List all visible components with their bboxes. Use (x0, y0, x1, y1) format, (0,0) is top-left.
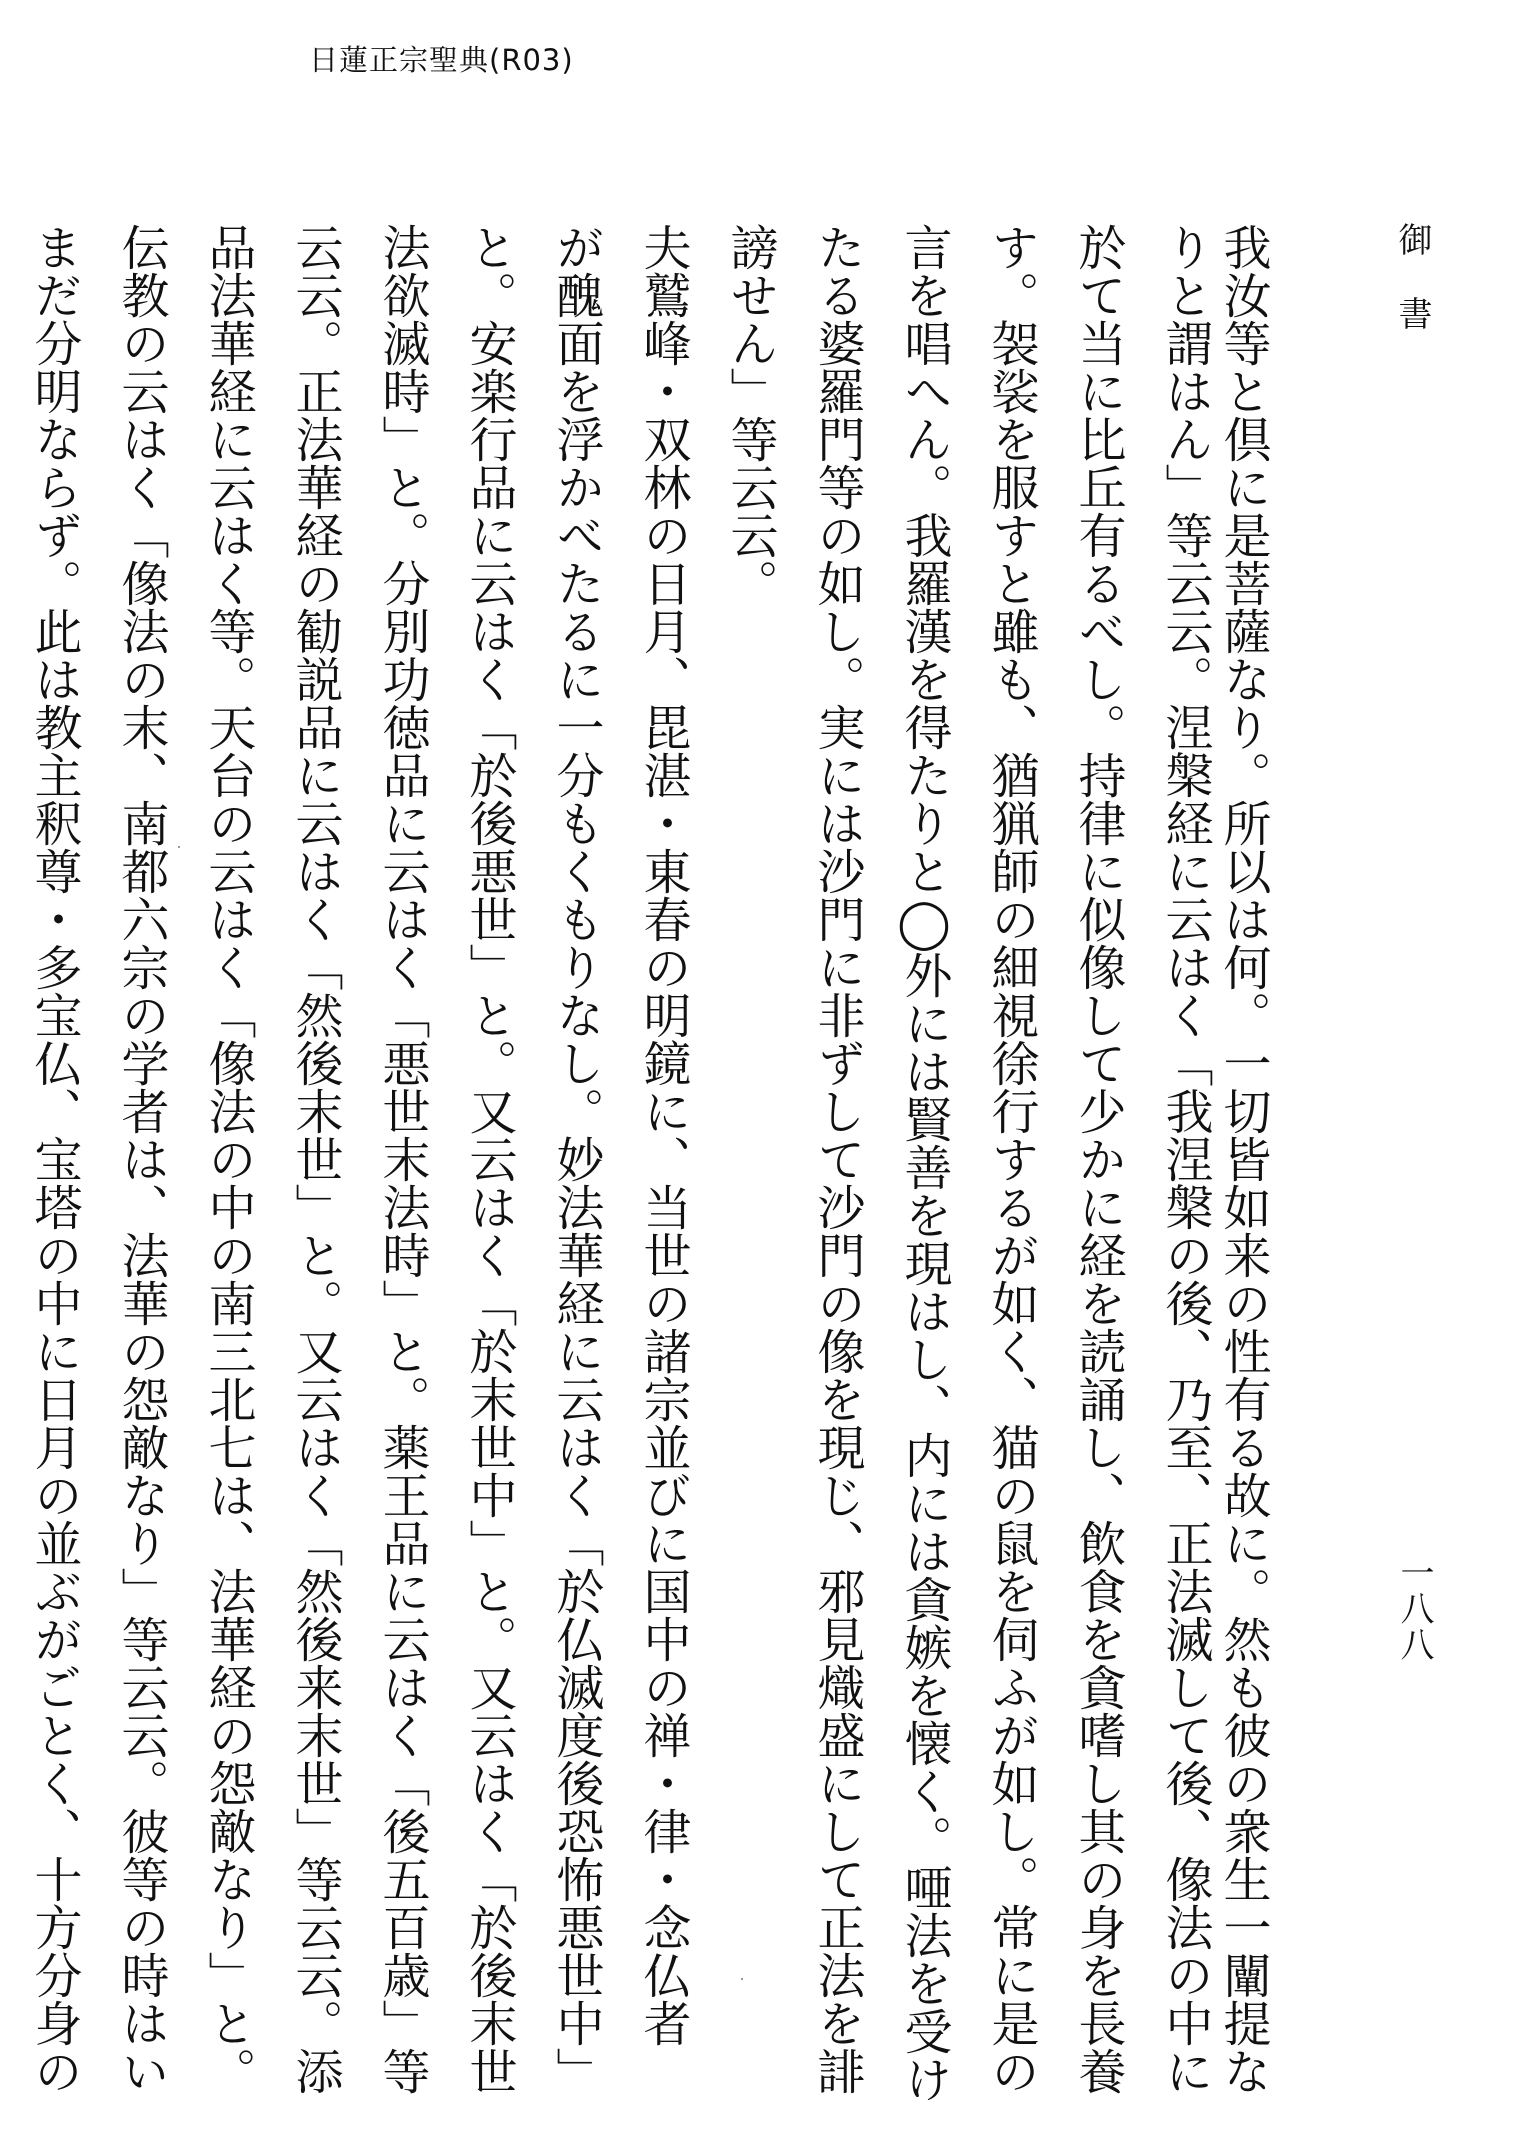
text-column: 謗せん」等云云。 (722, 223, 778, 607)
text-column: たる婆羅門等の如し。実には沙門に非ずして沙門の像を現じ、邪見熾盛にして正法を誹 (809, 223, 865, 2095)
running-title: 御書 (1392, 222, 1432, 370)
text-column: が醜面を浮かべたるに一分もくもりなし。妙法華経に云はく「於仏滅度後恐怖悪世中」 (548, 223, 604, 2095)
vertical-body-text (26, 223, 1272, 2103)
text-column: 法欲滅時」と。分別功徳品に云はく「悪世末法時」と。薬王品に云はく「後五百歳」等 (374, 223, 430, 2095)
scan-speck (741, 1978, 743, 1980)
text-column: 我汝等と倶に是菩薩なり。所以は何。一切皆如来の性有る故に。然も彼の衆生一闡提な (1215, 223, 1271, 2095)
text-column: す。袈裟を服すと雖も、猶猟師の細視徐行するが如く、猫の鼠を伺ふが如し。常に是の (983, 223, 1039, 2095)
text-column: 伝教の云はく「像法の末、南都六宗の学者は、法華の怨敵なり」等云云。彼等の時はい (113, 223, 169, 2095)
source-title: 日蓮正宗聖典(R03) (309, 43, 574, 77)
text-column: 云云。正法華経の勧説品に云はく「然後末世」と。又云はく「然後来末世」等云云。添 (287, 223, 343, 2095)
page-number: 一八八 (1394, 1555, 1434, 1663)
text-column: まだ分明ならず。此は教主釈尊・多宝仏、宝塔の中に日月の並ぶがごとく、十方分身の (26, 223, 82, 2095)
text-column: 品法華経に云はく等。天台の云はく「像法の中の南三北七は、法華経の怨敵なり」と。 (200, 223, 256, 2095)
text-column: と。安楽行品に云はく「於後悪世」と。又云はく「於末世中」と。又云はく「於後末世 (461, 223, 517, 2095)
text-column: 於て当に比丘有るべし。持律に似像して少かに経を読誦し、飲食を貪嗜し其の身を長養 (1070, 223, 1126, 2095)
text-column: 言を唱へん。我羅漢を得たりと◯外には賢善を現はし、内には貪嫉を懐く。唖法を受け (896, 223, 952, 2103)
text-column: りと謂はん」等云云。涅槃経に云はく「我涅槃の後、乃至、正法滅して後、像法の中に (1157, 223, 1213, 2095)
text-column: 夫鷲峰・双林の日月、毘湛・東春の明鏡に、当世の諸宗並びに国中の禅・律・念仏者 (635, 223, 691, 2047)
scan-speck (178, 846, 180, 848)
